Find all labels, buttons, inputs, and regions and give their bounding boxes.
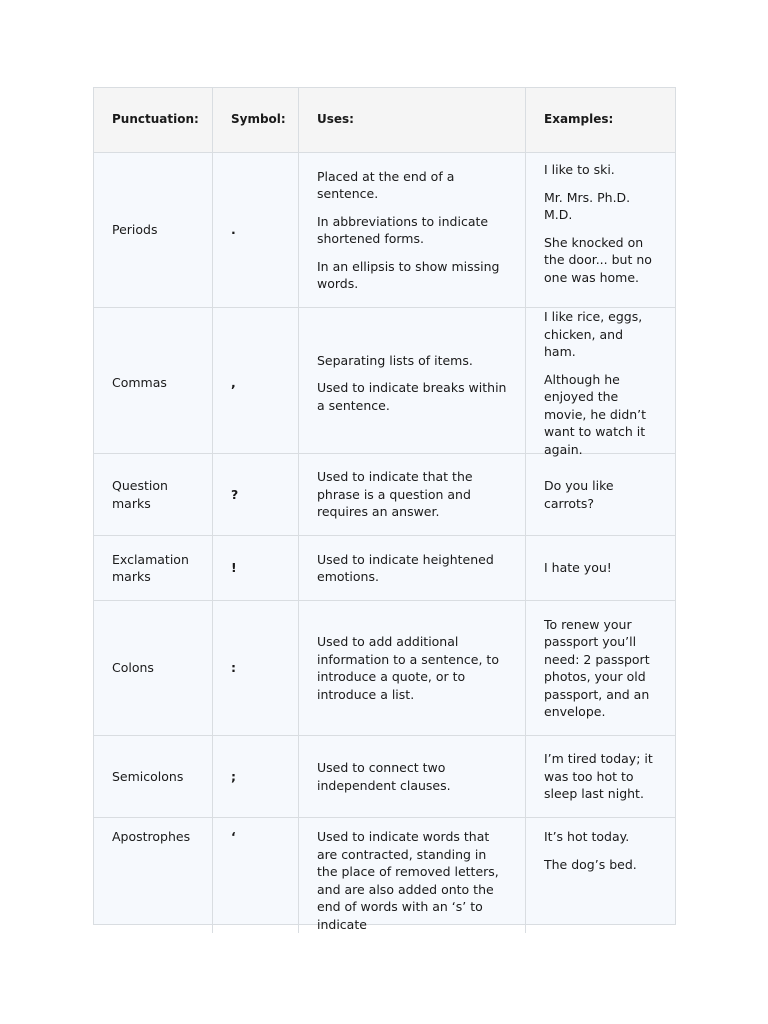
punctuation-symbol: . [212,153,298,307]
example-text: The dog’s bed. [544,856,637,872]
use-text: Used to add additional information to a sentence, to introduce a quote, or to introduce a list. [317,634,499,702]
punctuation-symbol: ? [212,454,298,535]
use-text: In abbreviations to indicate shortened forms. [317,213,489,246]
uses-cell [298,454,525,535]
examples-cell [525,818,675,933]
use-text: Used to indicate words that are contracted, standing in the place of removed letters, and are also added onto the end of words with an ‘s’ to indicate [317,829,499,932]
examples-cell [525,601,675,735]
examples-cell [525,736,675,817]
table-header-row [94,88,675,152]
examples-cell [525,536,675,600]
table-row [94,600,675,735]
punctuation-name: Question marks [112,478,168,511]
example-text: I like to ski. [544,162,615,177]
uses-cell [298,536,525,600]
punctuation-table [93,87,676,932]
use-text: Used to connect two independent clauses. [317,760,451,793]
uses-cell [298,818,525,933]
header-uses: Uses: [298,88,525,152]
punctuation-name: Apostrophes [112,829,191,844]
use-text: Separating lists of items. [317,352,473,368]
punctuation-name: Semicolons [112,768,184,784]
example-text: I like rice, eggs, chicken, and ham. [544,309,643,359]
example-text: To renew your passport you’ll need: 2 passport photos, your old passport, and an envelope. [544,616,650,719]
punctuation-symbol: : [212,601,298,735]
examples-cell [525,308,675,458]
table-row [94,152,675,307]
uses-cell [298,153,525,307]
punctuation-name: Colons [112,660,154,676]
punctuation-name: Commas [112,375,167,391]
use-text: Used to indicate that the phrase is a question and requires an answer. [317,469,473,520]
header-punctuation: Punctuation: [112,112,199,127]
header-symbol: Symbol: [212,88,298,152]
punctuation-name: Periods [112,222,158,238]
use-text: In an ellipsis to show missing words. [317,258,500,291]
uses-cell [298,601,525,735]
uses-cell [298,308,525,458]
examples-cell [525,153,675,307]
table-row [94,307,675,457]
punctuation-symbol: ‘ [212,818,298,933]
example-text: Mr. Mrs. Ph.D. M.D. [544,189,631,222]
table-row [94,735,675,817]
examples-cell [525,454,675,535]
punctuation-name: Exclamation marks [112,551,189,584]
punctuation-symbol: ! [212,536,298,600]
example-text: I’m tired today; it was too hot to sleep last night. [544,751,653,802]
table-row [94,817,675,932]
table-row [94,535,675,600]
use-text: Placed at the end of a sentence. [317,168,455,201]
table-row [94,453,675,535]
example-text: She knocked on the door... but no one was home. [544,234,652,285]
example-text: It’s hot today. [544,829,630,844]
use-text: Used to indicate breaks within a sentence. [317,380,507,413]
example-text: Although he enjoyed the movie, he didn’t want to watch it again. [544,371,647,457]
header-examples: Examples: [525,88,675,152]
example-text: I hate you! [544,560,612,576]
punctuation-symbol: , [212,308,298,458]
use-text: Used to indicate heightened emotions. [317,551,494,584]
uses-cell [298,736,525,817]
example-text: Do you like carrots? [544,478,614,511]
punctuation-symbol: ; [212,736,298,817]
